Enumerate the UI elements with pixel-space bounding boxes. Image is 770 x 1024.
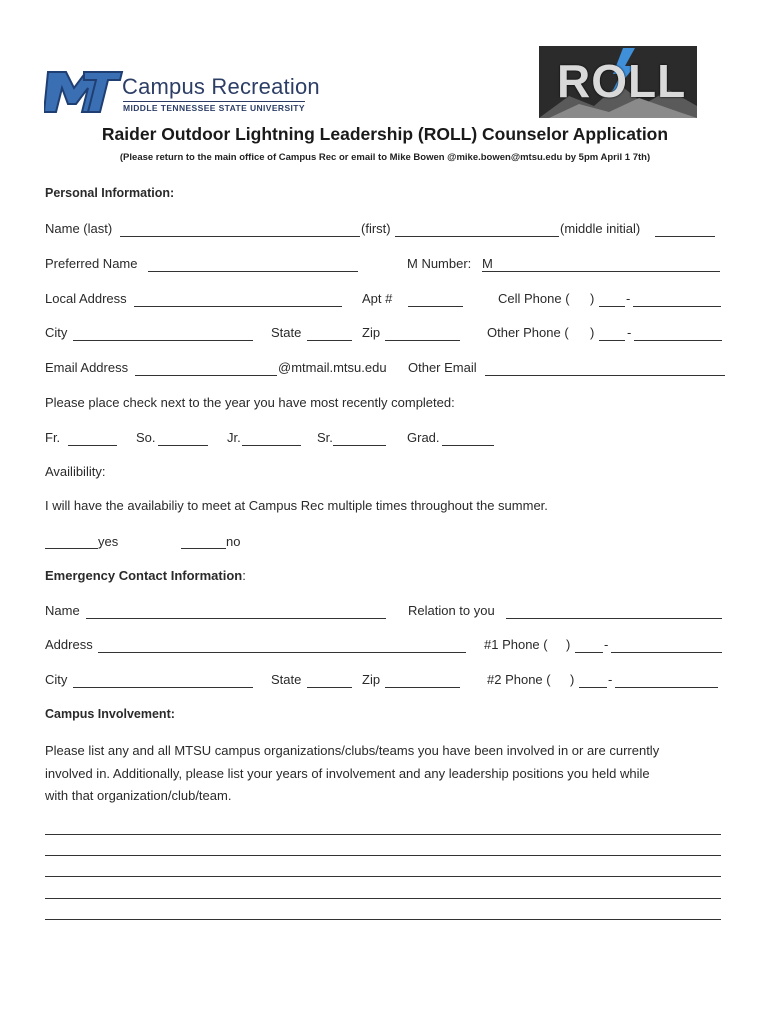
label-grad: Grad. [407, 430, 440, 445]
involvement-line-1: Please list any and all MTSU campus organizations/clubs/teams you have been involved in or are currently [45, 743, 660, 758]
label-other-phone: Other Phone ( [487, 325, 569, 340]
page-subtitle: (Please return to the main office of Campus Rec or email to Mike Bowen @mike.bowen@mtsu.edu by 5pm April 1 7th) [119, 152, 651, 163]
email-field[interactable] [135, 375, 277, 376]
label-other-email: Other Email [408, 360, 477, 375]
label-freshman: Fr. [45, 430, 61, 445]
phone1-dash: - [604, 637, 609, 652]
label-junior: Jr. [227, 430, 241, 445]
cell-phone-paren: ) [590, 291, 595, 306]
emergency-address-field[interactable] [98, 652, 466, 653]
label-apt: Apt # [362, 291, 393, 306]
other-phone-paren: ) [590, 325, 595, 340]
label-emergency-address: Address [45, 637, 93, 652]
sophomore-check-field[interactable] [158, 445, 208, 446]
label-middle-initial: (middle initial) [560, 221, 641, 236]
phone1-paren: ) [566, 637, 571, 652]
label-emergency-city: City [45, 672, 68, 687]
roll-logo [539, 46, 697, 118]
phone1-prefix-field[interactable] [575, 652, 603, 653]
availability-heading: Availibility: [45, 464, 106, 479]
availability-statement: I will have the availabiliy to meet at Campus Rec multiple times throughout the summer. [45, 498, 548, 513]
middle-initial-field[interactable] [655, 236, 715, 237]
label-phone1: #1 Phone ( [484, 637, 548, 652]
m-number-field[interactable] [482, 271, 720, 272]
freshman-check-field[interactable] [68, 445, 117, 446]
phone2-prefix-field[interactable] [579, 687, 607, 688]
label-preferred-name: Preferred Name [45, 256, 138, 271]
involvement-line-2: involved in. Additionally, please list your years of involvement and any leadership positions you held while [45, 765, 650, 781]
emergency-heading-text: Emergency Contact Information [45, 568, 243, 583]
email-domain: @mtmail.mtsu.edu [278, 360, 387, 375]
junior-check-field[interactable] [242, 445, 301, 446]
involvement-instructions [45, 740, 735, 808]
label-relation: Relation to you [408, 603, 495, 618]
local-address-field[interactable] [134, 306, 342, 307]
other-phone-prefix-field[interactable] [599, 340, 625, 341]
emergency-zip-field[interactable] [385, 687, 460, 688]
availability-no-field[interactable] [181, 548, 226, 549]
involvement-heading: Campus Involvement: [45, 707, 175, 721]
label-name-first: (first) [361, 221, 391, 236]
m-number-prefix: M [482, 256, 493, 271]
city-field[interactable] [73, 340, 253, 341]
page-title: Raider Outdoor Lightning Leadership (ROLL) Counselor Application [101, 124, 669, 144]
label-senior: Sr. [317, 430, 333, 445]
relation-field[interactable] [506, 618, 722, 619]
label-zip: Zip [362, 325, 381, 340]
emergency-city-field[interactable] [73, 687, 253, 688]
senior-check-field[interactable] [333, 445, 386, 446]
label-emergency-name: Name [45, 603, 80, 618]
label-cell-phone: Cell Phone ( [498, 291, 570, 306]
name-first-field[interactable] [395, 236, 559, 237]
cell-phone-prefix-field[interactable] [599, 306, 625, 307]
personal-heading: Personal Information: [45, 186, 175, 200]
label-m-number: M Number: [407, 256, 472, 271]
label-sophomore: So. [136, 430, 156, 445]
cell-phone-number-field[interactable] [633, 306, 721, 307]
label-emergency-zip: Zip [362, 672, 381, 687]
emergency-heading [45, 568, 246, 583]
involvement-answer-line-5[interactable] [45, 919, 721, 920]
mt-logo-icon [44, 66, 124, 118]
involvement-answer-line-2[interactable] [45, 855, 721, 856]
label-emergency-state: State [271, 672, 302, 687]
emergency-state-field[interactable] [307, 687, 352, 688]
logo-org-name: Campus Recreation [122, 74, 320, 99]
label-yes: yes [98, 534, 119, 549]
label-city: City [45, 325, 68, 340]
zip-field[interactable] [385, 340, 460, 341]
label-state: State [271, 325, 302, 340]
phone2-paren: ) [570, 672, 575, 687]
other-phone-dash: - [627, 325, 632, 340]
involvement-answer-line-4[interactable] [45, 898, 721, 899]
other-email-field[interactable] [485, 375, 725, 376]
name-last-field[interactable] [120, 236, 360, 237]
other-phone-number-field[interactable] [634, 340, 722, 341]
cell-phone-dash: - [626, 291, 631, 306]
apt-field[interactable] [408, 306, 463, 307]
involvement-line-3: with that organization/club/team. [45, 788, 232, 803]
label-no: no [226, 534, 241, 549]
preferred-name-field[interactable] [148, 271, 358, 272]
logo-university-name: MIDDLE TENNESSEE STATE UNIVERSITY [123, 103, 305, 113]
roll-logo-text: ROLL [557, 55, 687, 107]
state-field[interactable] [307, 340, 352, 341]
emergency-name-field[interactable] [86, 618, 386, 619]
phone1-number-field[interactable] [611, 652, 722, 653]
availability-yes-field[interactable] [45, 548, 98, 549]
phone2-dash: - [608, 672, 613, 687]
label-email-address: Email Address [45, 360, 129, 375]
involvement-answer-line-3[interactable] [45, 876, 721, 877]
label-phone2: #2 Phone ( [487, 672, 551, 687]
label-name-last: Name (last) [45, 221, 113, 236]
emergency-heading-colon: : [242, 568, 246, 583]
year-prompt: Please place check next to the year you have most recently completed: [45, 395, 455, 410]
phone2-number-field[interactable] [615, 687, 718, 688]
grad-check-field[interactable] [442, 445, 494, 446]
label-local-address: Local Address [45, 291, 127, 306]
involvement-answer-line-1[interactable] [45, 834, 721, 835]
